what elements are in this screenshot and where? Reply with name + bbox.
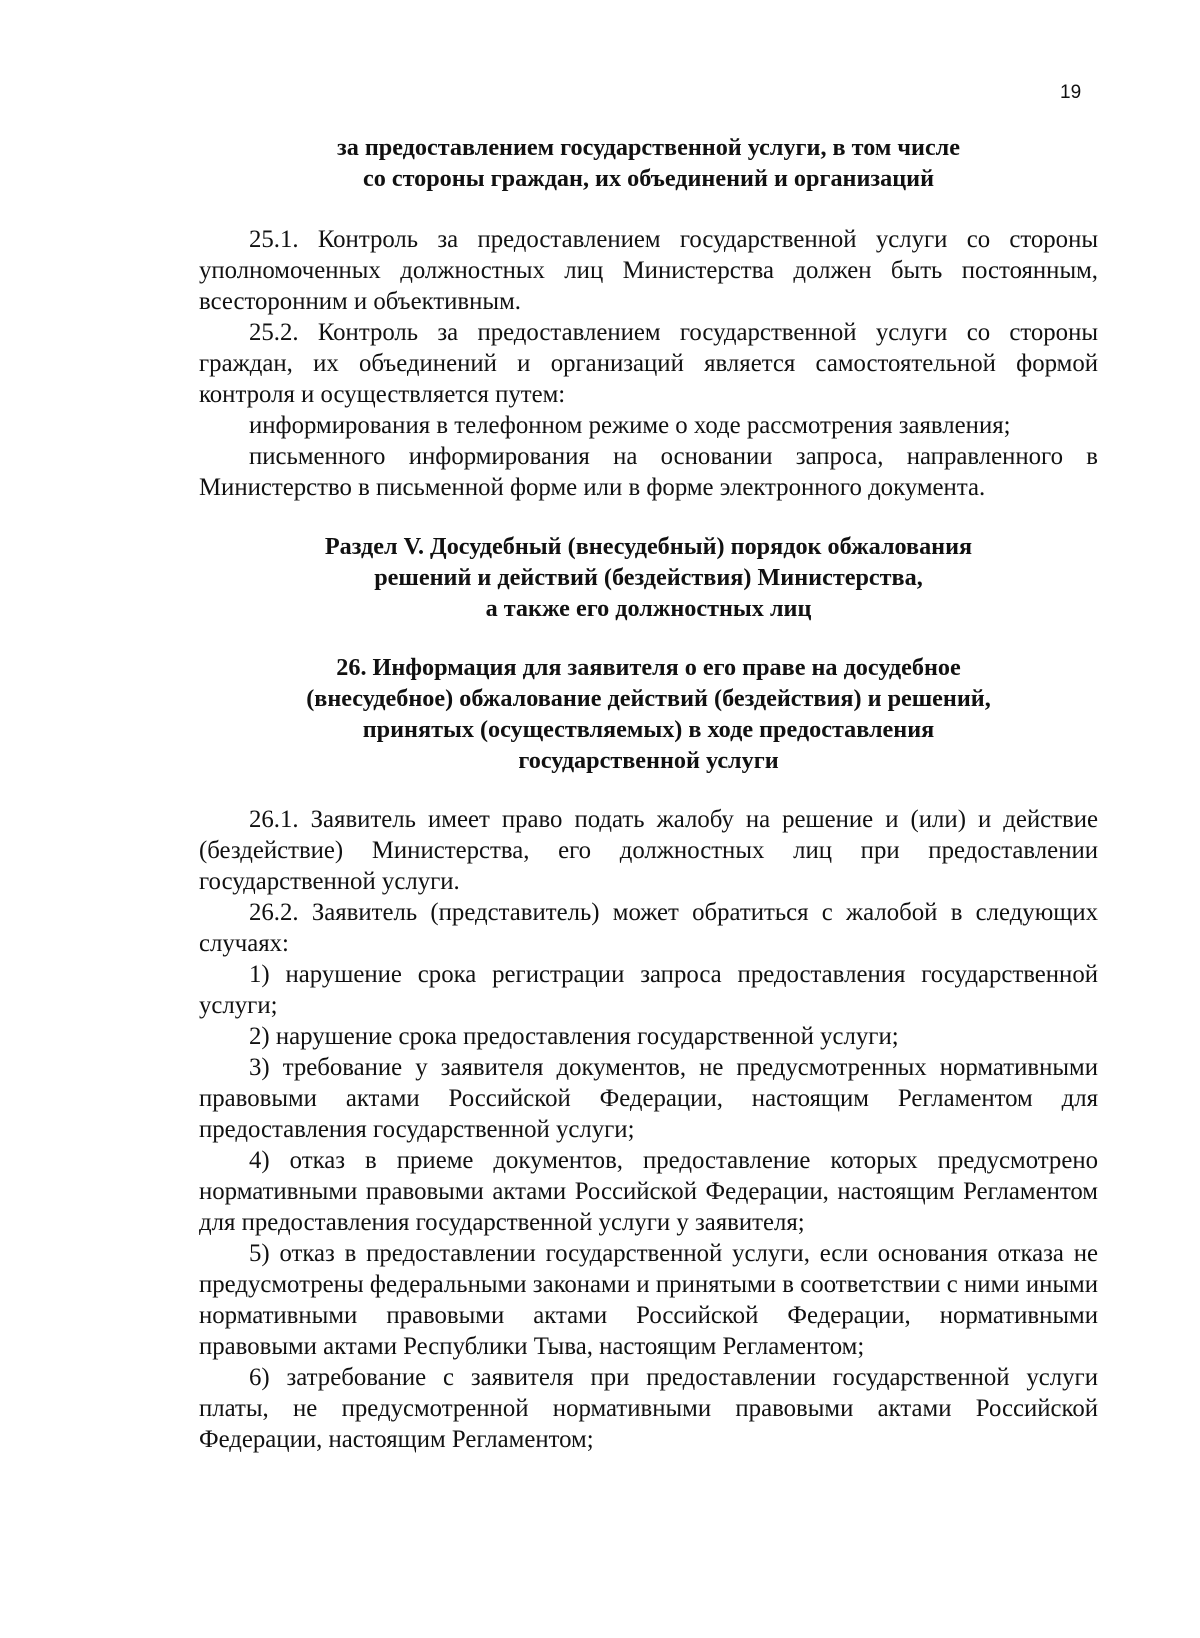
heading-line: 26. Информация для заявителя о его праве на досудебное: [336, 654, 961, 681]
page-content: [199, 132, 1098, 1455]
page-number: 19: [1060, 82, 1082, 103]
paragraph-26-1: 26.1. Заявитель имеет право подать жалобу на решение и (или) и действие (бездействие) Министерства, его должностных лиц при предоставлении государственной услуги.: [199, 806, 1098, 895]
list-item: информирования в телефонном режиме о ходе рассмотрения заявления;: [249, 412, 1011, 439]
paragraph-26-2: 26.2. Заявитель (представитель) может обратиться с жалобой в следующих случаях:: [199, 899, 1098, 957]
list-item: 1) нарушение срока регистрации запроса предоставления государственной услуги;: [199, 961, 1098, 1019]
list-item: 4) отказ в приеме документов, предоставление которых предусмотрено нормативными правовыми актами Российской Федерации, настоящим Регламентом для предоставления государственной услуги у заявителя;: [199, 1147, 1098, 1236]
section-26-heading: [199, 652, 1098, 776]
heading-line: принятых (осуществляемых) в ходе предоставления: [362, 716, 935, 743]
heading-line: за предоставлением государственной услуги, в том числе: [337, 134, 960, 161]
list-item: 3) требование у заявителя документов, не предусмотренных нормативными правовыми актами Российской Федерации, настоящим Регламентом для предоставления государственной услуги;: [199, 1054, 1098, 1143]
list-item: 6) затребование с заявителя при предоставлении государственной услуги платы, не предусмотренной нормативными правовыми актами Российской Федерации, настоящим Регламентом;: [199, 1364, 1098, 1453]
list-item: письменного информирования на основании запроса, направленного в Министерство в письменной форме или в форме электронного документа.: [199, 443, 1098, 501]
paragraph-25-2: 25.2. Контроль за предоставлением государственной услуги со стороны граждан, их объединений и организаций является самостоятельной формой контроля и осуществляется путем:: [199, 319, 1098, 408]
section-26: [199, 804, 1098, 1455]
list-item: 5) отказ в предоставлении государственной услуги, если основания отказа не предусмотрены федеральными законами и принятыми в соответствии с ними иными нормативными правовыми актами Российской Федерации, нормативными правовыми актами Республики Тыва, настоящим Регламентом;: [199, 1240, 1098, 1360]
heading-line: (внесудебное) обжалование действий (бездействия) и решений,: [306, 685, 991, 712]
heading-line: решений и действий (бездействия) Министерства,: [374, 564, 923, 591]
heading-line: государственной услуги: [518, 747, 779, 774]
heading-continuation: [199, 132, 1098, 194]
section-5-heading: [199, 531, 1098, 624]
list-item: 2) нарушение срока предоставления государственной услуги;: [249, 1023, 899, 1050]
section-25: [199, 224, 1098, 503]
heading-line: а также его должностных лиц: [485, 595, 812, 622]
paragraph-25-1: 25.1. Контроль за предоставлением государственной услуги со стороны уполномоченных должностных лиц Министерства должен быть постоянным, всесторонним и объективным.: [199, 226, 1098, 315]
heading-line: со стороны граждан, их объединений и организаций: [362, 165, 935, 192]
heading-line: Раздел V. Досудебный (внесудебный) порядок обжалования: [324, 533, 973, 560]
